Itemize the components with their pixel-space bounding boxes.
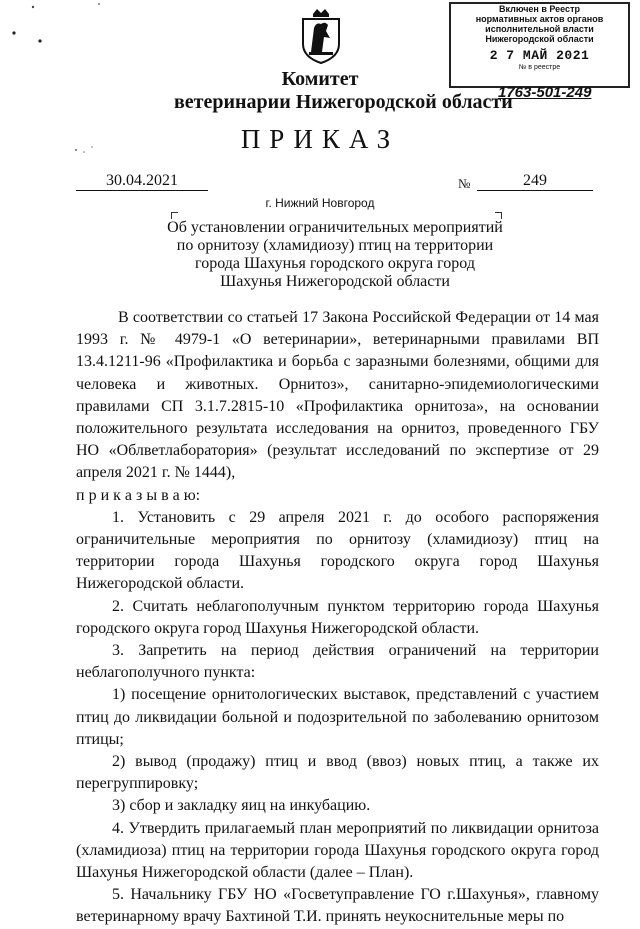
org-name-line-2: ветеринарии Нижегородской области	[174, 91, 513, 113]
order-subitem-3: 3) сбор и закладку яиц на инкубацию.	[112, 797, 371, 815]
order-item-4: 4. Утвердить прилагаемый план мероприятий по ликвидации орнитоза (хламидиоза) птиц на территории города Шахунья городского округа город Шахунья Нижегородской области (далее – План).	[76, 819, 599, 882]
order-body	[76, 307, 599, 929]
stamp-date: 2 7 МАЙ 2021	[489, 48, 590, 63]
stamp-line-4: Нижегородской области	[485, 34, 594, 44]
order-date: 30.04.2021	[76, 172, 208, 191]
preamble-paragraph: В соответствии со статьей 17 Закона Российской Федерации от 14 мая 1993 г. № 4979-1 «О ветеринарии», ветеринарными правилами ВП 13.4.1211-96 «Профилактика и борьба с заразными болезнями, общими для человека и животных. Орнитоз», санитарно-эпидемиологическими правилами СП 3.1.7.2815-10 «Профилактика орнитоза», на основании положительного результата исследования на орнитоз, проведенного ГБУ НО «Облветлаборатория» (результат исследований по экспертизе от 29 апреля 2021 г. № 1444),	[76, 309, 599, 482]
org-name-line-1: Комитет	[281, 68, 359, 90]
stamp-line-1: Включен в Реестр	[499, 4, 580, 14]
number-sign: №	[458, 176, 471, 191]
title-corner-left	[171, 212, 178, 219]
stamp-line-3: исполнительной власти	[485, 24, 594, 34]
stamp-registry-label: № в реестре	[518, 64, 561, 71]
title-line-2: по орнитозу (хламидиозу) птиц на территории	[176, 237, 494, 254]
order-number: 249	[477, 172, 593, 191]
order-item-1: 1. Установить с 29 апреля 2021 г. до особого распоряжения ограничительные мероприятия по орнитозу (хламидиозу) птиц на территории города Шахунья городского округа город Шахунья Нижегородской области.	[76, 508, 599, 593]
order-subitem-2: 2) вывод (продажу) птиц и ввод (ввоз) новых птиц, а также их перегруппировку;	[76, 753, 599, 793]
order-subitem-1: 1) посещение орнитологических выставок, представлений с участием птиц до ликвидации больной и подозрительной по заболеванию орнитозом птицы;	[76, 686, 599, 748]
order-title	[150, 219, 520, 291]
title-corner-right	[495, 212, 502, 219]
stamp-line-2: нормативных актов органов	[475, 14, 604, 24]
order-word: п р и к а з ы в а ю:	[76, 486, 201, 504]
order-item-5: 5. Начальнику ГБУ НО «Госветуправление ГО г.Шахунья», главному ветеринарному врачу Бахтиной Т.И. принять неукоснительные меры по	[76, 886, 599, 926]
title-line-3: города Шахунья городского округа город	[195, 255, 475, 272]
stamp-registry-number: 1763-501-249	[498, 84, 592, 101]
title-line-4: Шахунья Нижегородской области	[220, 273, 450, 290]
order-item-2: 2. Считать неблагополучным пунктом территорию города Шахунья городского округа город Шахунья Нижегородской области.	[76, 597, 599, 637]
city-line: г. Нижний Новгород	[265, 196, 375, 210]
order-item-3: 3. Запретить на период действия ограничений на территории неблагополучного пункта:	[76, 642, 599, 682]
title-line-1: Об установлении ограничительных мероприятий	[167, 219, 503, 236]
coat-of-arms-emblem	[299, 8, 343, 64]
document-type-heading: ПРИКАЗ	[240, 124, 400, 154]
